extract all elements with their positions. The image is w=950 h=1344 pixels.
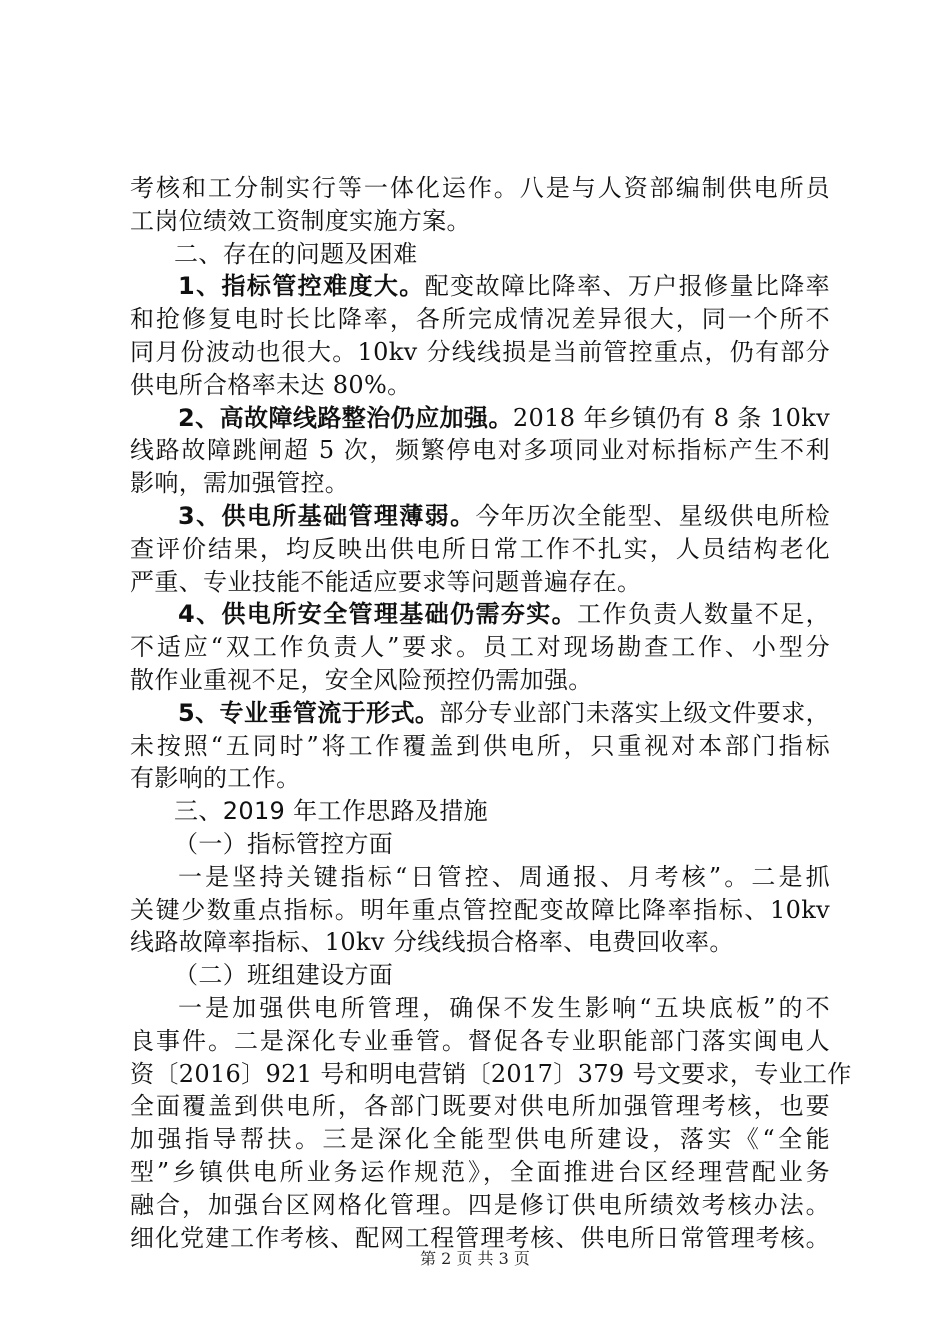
paragraph-line: 关键少数重点指标。明年重点管控配变故障比降率指标、10kv — [130, 895, 830, 924]
paragraph-line: 不适应“双工作负责人”要求。员工对现场勘查工作、小型分 — [130, 633, 830, 662]
problem-heading: 5、专业垂管流于形式。 — [178, 698, 440, 727]
subsection-heading: （一）指标管控方面 — [174, 829, 394, 858]
paragraph-line: 线路故障跳闸超 5 次，频繁停电对多项同业对标指标产生不利 — [130, 436, 830, 465]
problem-item-1 — [130, 270, 830, 303]
subsection-heading: （二）班组建设方面 — [174, 961, 394, 990]
paragraph-line: 良事件。二是深化专业垂管。督促各专业职能部门落实闽电人 — [130, 1026, 830, 1055]
paragraph-line: 查评价结果，均反映出供电所日常工作不扎实，人员结构老化 — [130, 534, 830, 563]
paragraph-line: 同月份波动也很大。10kv 分线线损是当前管控重点，仍有部分 — [130, 337, 830, 366]
paragraph-line: 资〔2016〕921 号和明电营销〔2017〕379 号文要求，专业工作 — [130, 1059, 852, 1088]
problem-item-5 — [130, 697, 830, 730]
paragraph-line: 供电所合格率未达 80%。 — [130, 370, 412, 399]
paragraph-line: 细化党建工作考核、配网工程管理考核、供电所日常管理考核。 — [130, 1223, 830, 1252]
section-heading: 二、存在的问题及困难 — [174, 239, 418, 268]
paragraph-line: 全面覆盖到供电所，各部门既要对供电所加强管理考核，也要 — [130, 1092, 830, 1121]
paragraph-line: 严重、专业技能不能适应要求等问题普遍存在。 — [130, 567, 642, 596]
paragraph-line: 影响，需加强管控。 — [130, 469, 350, 498]
problem-item-2 — [130, 402, 830, 435]
paragraph-line: 型”乡镇供电所业务运作规范》，全面推进台区经理营配业务 — [130, 1157, 830, 1186]
problem-text: 工作负责人数量不足， — [577, 600, 830, 629]
problem-heading: 3、供电所基础管理薄弱。 — [178, 501, 476, 530]
paragraph-line: 未按照“五同时”将工作覆盖到供电所，只重视对本部门指标 — [130, 731, 830, 760]
document-body — [130, 172, 852, 1254]
paragraph-line: 散作业重视不足，安全风险预控仍需加强。 — [130, 665, 593, 694]
page-footer: 第 2 页 共 3 页 — [420, 1249, 530, 1268]
problem-item-3 — [130, 500, 830, 533]
problem-text: 2018 年乡镇仍有 8 条 10kv — [512, 403, 830, 432]
paragraph-line: 融合，加强台区网格化管理。四是修订供电所绩效考核办法。 — [130, 1190, 830, 1219]
problem-heading: 4、供电所安全管理基础仍需夯实。 — [178, 600, 578, 629]
paragraph-line: 加强指导帮扶。三是深化全能型供电所建设，落实《“全能 — [130, 1125, 830, 1154]
problem-heading: 1、指标管控难度大。 — [178, 272, 425, 301]
paragraph-line: 有影响的工作。 — [130, 764, 301, 793]
paragraph-line: 考核和工分制实行等一体化运作。八是与人资部编制供电所员 — [130, 174, 830, 202]
paragraph-line: 工岗位绩效工资制度实施方案。 — [130, 206, 471, 235]
problem-item-4 — [130, 598, 830, 631]
section-heading: 三、2019 年工作思路及措施 — [174, 797, 488, 826]
paragraph-line: 和抢修复电时长比降率，各所完成情况差异很大，同一个所不 — [130, 305, 830, 334]
paragraph-line: 线路故障率指标、10kv 分线线损合格率、电费回收率。 — [130, 928, 734, 957]
problem-text: 配变故障比降率、万户报修量比降率 — [424, 272, 830, 301]
paragraph-line: 一是加强供电所管理，确保不发生影响“五块底板”的不 — [178, 993, 830, 1022]
problem-text: 今年历次全能型、星级供电所检 — [475, 501, 830, 530]
problem-text: 部分专业部门未落实上级文件要求， — [439, 698, 830, 727]
paragraph-line: 一是坚持关键指标“日管控、周通报、月考核”。二是抓 — [178, 862, 830, 891]
problem-heading: 2、高故障线路整治仍应加强。 — [178, 403, 513, 432]
